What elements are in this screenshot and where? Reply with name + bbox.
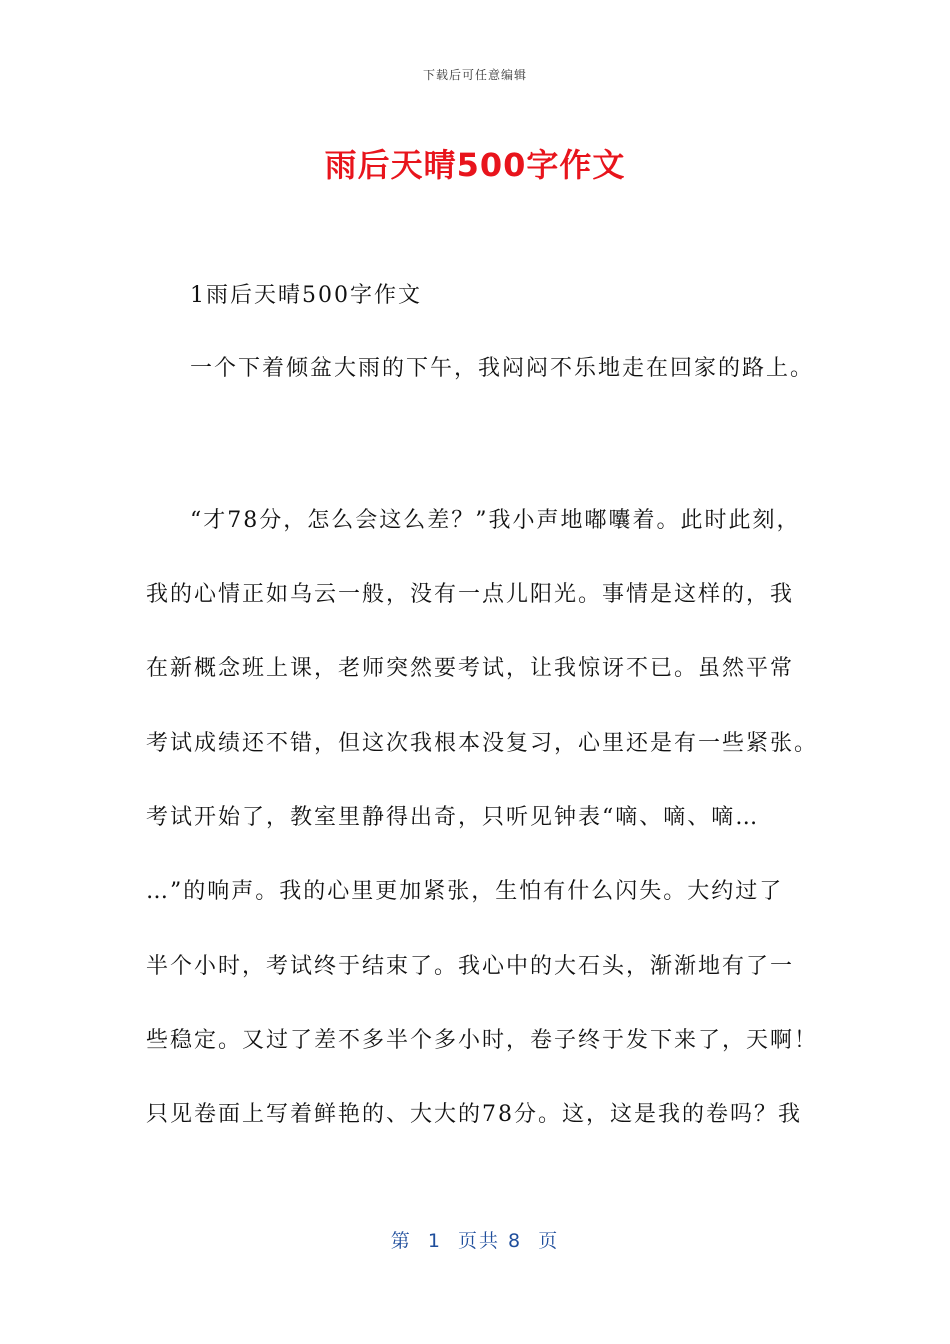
paragraph-line: 只见卷面上写着鲜艳的、大大的78分。这，这是我的卷吗？我 — [146, 1102, 802, 1127]
document-title: 雨后天晴500字作文 — [324, 146, 626, 184]
paragraph-line: 在新概念班上课，老师突然要考试，让我惊讶不已。虽然平常 — [146, 656, 795, 681]
paragraph-line: 些稳定。又过了差不多半个多小时，卷子终于发下来了，天啊！ — [146, 1028, 819, 1053]
paragraph-line: “才78分，怎么会这么差？”我小声地嘟囔着。此时此刻， — [190, 508, 801, 533]
paragraph-line: 半个小时，考试终于结束了。我心中的大石头，渐渐地有了一 — [146, 954, 795, 979]
section-heading: 1雨后天晴500字作文 — [190, 283, 422, 308]
paragraph-line: 我的心情正如乌云一般，没有一点儿阳光。事情是这样的，我 — [146, 582, 795, 607]
page-footer: 第 1 页共 8 页 — [390, 1230, 560, 1252]
paragraph-line: 考试成绩还不错，但这次我根本没复习，心里还是有一些紧张。 — [146, 731, 819, 756]
paragraph-line: …”的响声。我的心里更加紧张，生怕有什么闪失。大约过了 — [146, 879, 784, 904]
header-note: 下载后可任意编辑 — [422, 68, 527, 82]
paragraph-line: 一个下着倾盆大雨的下午，我闷闷不乐地走在回家的路上。 — [190, 356, 815, 381]
paragraph-line: 考试开始了，教室里静得出奇，只听见钟表“嘀、嘀、嘀… — [146, 805, 760, 830]
